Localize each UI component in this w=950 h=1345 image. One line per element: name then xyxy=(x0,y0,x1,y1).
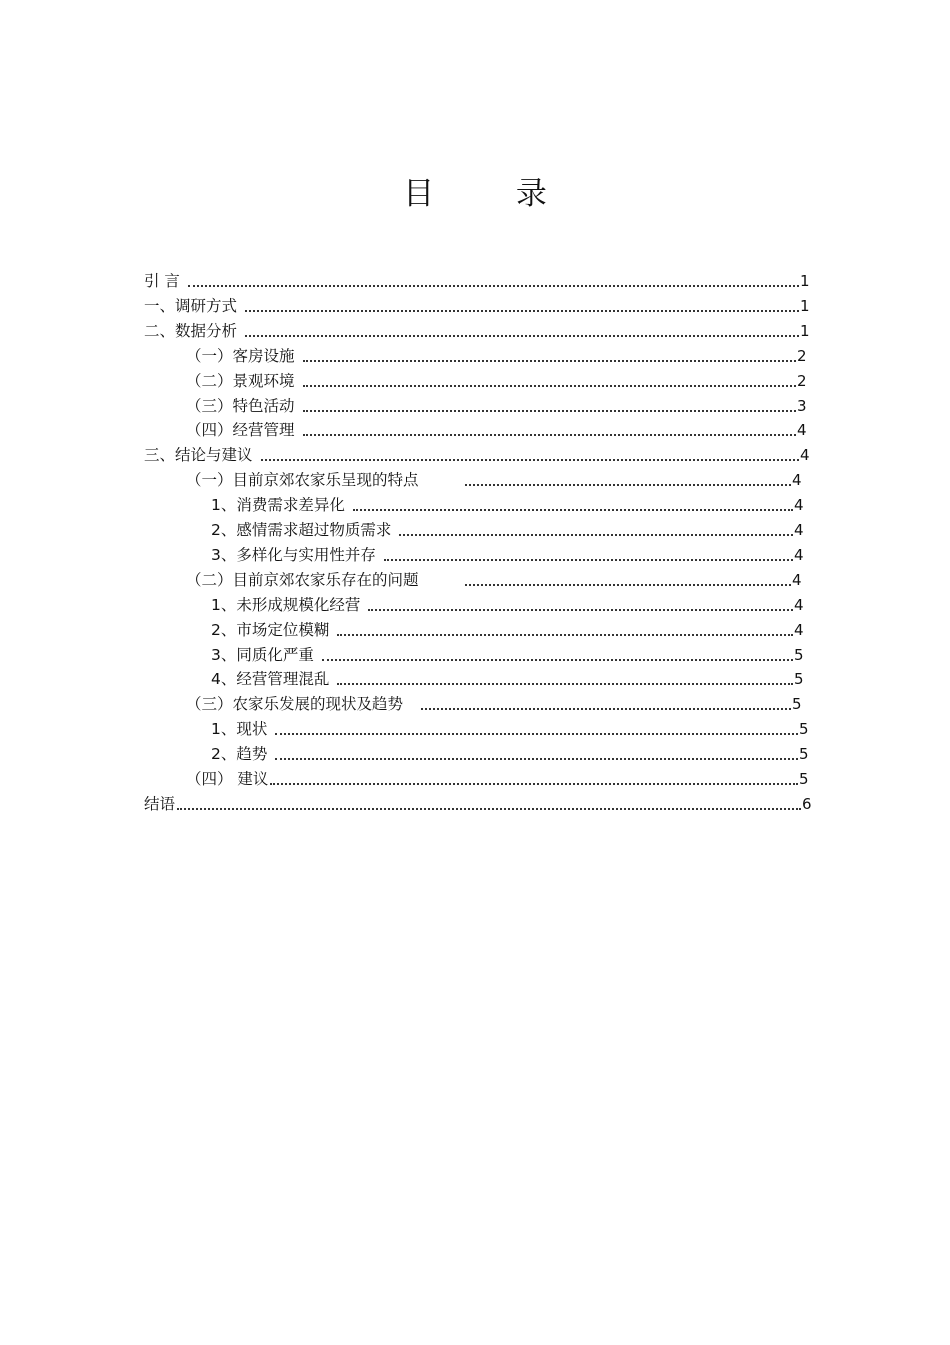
toc-entry-label: 1、消费需求差异化 xyxy=(211,496,345,515)
toc-leader-dots xyxy=(322,659,793,661)
toc-leader-dots xyxy=(337,683,793,685)
toc-entry[interactable] xyxy=(144,789,818,814)
toc-leader-dots xyxy=(245,335,799,337)
toc-entry-label: 2、趋势 xyxy=(211,745,268,764)
toc-entry-label: 引 言 xyxy=(144,272,180,290)
toc-entry[interactable] xyxy=(186,366,813,391)
toc-page-number: 4 xyxy=(794,496,804,515)
toc-entry[interactable] xyxy=(186,341,813,366)
toc-page-number: 2 xyxy=(797,371,807,390)
toc-entry-label: 2、感情需求超过物质需求 xyxy=(211,521,392,539)
toc-leader-dots xyxy=(303,410,796,412)
toc-leader-dots xyxy=(303,385,796,387)
toc-entry-label: （一）客房设施 xyxy=(186,346,295,365)
toc-leader-dots xyxy=(188,285,799,287)
toc-entry-label: 三、结论与建议 xyxy=(144,446,253,465)
toc-leader-dots xyxy=(177,808,801,810)
toc-entry-label: 一、调研方式 xyxy=(144,296,238,315)
toc-page-number: 3 xyxy=(797,396,807,415)
toc-leader-dots xyxy=(275,758,798,760)
toc-leader-dots xyxy=(275,733,798,735)
toc-leader-dots xyxy=(245,310,799,312)
toc-entry-label: 结语 xyxy=(144,794,176,813)
toc-entry[interactable] xyxy=(186,391,813,416)
toc-leader-dots xyxy=(270,783,798,785)
toc-leader-dots xyxy=(303,360,796,362)
toc-leader-dots xyxy=(303,434,796,436)
toc-page-number: 4 xyxy=(792,471,802,490)
page-title: 目 录 xyxy=(403,176,583,212)
toc-entry[interactable] xyxy=(211,590,810,615)
toc-page-number: 1 xyxy=(800,321,810,340)
toc-entry[interactable] xyxy=(211,540,810,565)
toc-entry-label: （三）特色活动 xyxy=(186,396,295,415)
toc-entry-label: 4、经营管理混乱 xyxy=(211,670,330,689)
toc-page-number: 5 xyxy=(794,645,804,664)
toc-entry[interactable] xyxy=(211,490,810,515)
toc-entry[interactable] xyxy=(144,291,816,316)
toc-entry[interactable] xyxy=(211,615,810,640)
toc-page-number: 4 xyxy=(794,620,804,639)
toc-entry[interactable] xyxy=(186,764,815,789)
toc-entry-label: 2、市场定位模糊 xyxy=(211,620,330,639)
toc-entry-label: （三）农家乐发展的现状及趋势 xyxy=(186,695,404,714)
toc-entry-label: 二、数据分析 xyxy=(144,321,238,340)
toc-entry[interactable] xyxy=(186,689,808,714)
toc-entry[interactable] xyxy=(186,565,808,590)
toc-page-number: 4 xyxy=(797,421,807,440)
toc-leader-dots xyxy=(353,509,793,511)
toc-entry-label: （四） 建议 xyxy=(186,770,269,788)
toc-leader-dots xyxy=(421,708,791,710)
toc-entry[interactable] xyxy=(211,640,810,665)
toc-entry[interactable] xyxy=(144,440,816,465)
toc-entry[interactable] xyxy=(144,266,816,291)
toc-entry-label: （四）经营管理 xyxy=(186,421,295,440)
toc-leader-dots xyxy=(384,559,793,561)
toc-page-number: 5 xyxy=(792,695,802,714)
toc-page-number: 4 xyxy=(794,521,804,539)
toc-page-number: 2 xyxy=(797,346,807,365)
toc-entry-label: 1、现状 xyxy=(211,720,268,739)
toc-entry[interactable] xyxy=(211,664,810,689)
toc-entry[interactable] xyxy=(211,714,815,739)
toc-leader-dots xyxy=(368,609,793,611)
toc-page-number: 4 xyxy=(792,570,802,589)
toc-page-number: 1 xyxy=(800,296,810,315)
toc-page-number: 6 xyxy=(802,794,812,813)
toc-leader-dots xyxy=(399,534,793,536)
toc-entry[interactable] xyxy=(144,316,816,341)
toc-page-number: 5 xyxy=(799,745,809,764)
toc-page-number: 5 xyxy=(799,720,809,739)
toc-leader-dots xyxy=(465,584,791,586)
toc-leader-dots xyxy=(337,634,793,636)
toc-page-number: 4 xyxy=(800,446,810,465)
toc-entry-label: 3、同质化严重 xyxy=(211,645,314,664)
toc-entry[interactable] xyxy=(211,515,810,540)
toc-entry-label: （二）景观环境 xyxy=(186,371,295,390)
toc-entry-label: 3、多样化与实用性并存 xyxy=(211,545,376,564)
toc-page-number: 5 xyxy=(794,670,804,689)
toc-entry-label: 1、未形成规模化经营 xyxy=(211,595,361,614)
toc-leader-dots xyxy=(261,459,799,461)
toc-entry-label: （一）目前京郊农家乐呈现的特点 xyxy=(186,471,419,490)
toc-entry[interactable] xyxy=(186,465,808,490)
toc-entry[interactable] xyxy=(186,415,813,440)
toc-leader-dots xyxy=(465,484,791,486)
toc-page-number: 5 xyxy=(799,770,809,788)
toc-page-number: 4 xyxy=(794,595,804,614)
toc-page-number: 1 xyxy=(800,272,810,290)
toc-entry-label: （二）目前京郊农家乐存在的问题 xyxy=(186,570,419,589)
toc-entry[interactable] xyxy=(211,739,815,764)
toc-page-number: 4 xyxy=(794,545,804,564)
